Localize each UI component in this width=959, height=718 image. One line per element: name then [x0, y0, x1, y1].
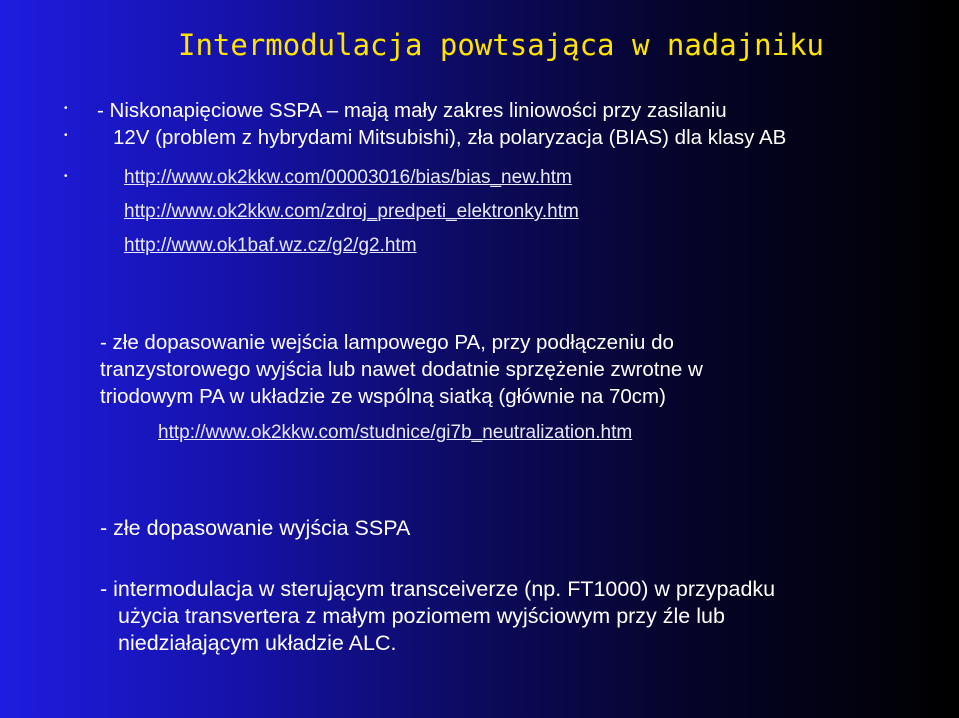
bullet-marker: •	[64, 103, 68, 114]
link-zdroj-predpeti[interactable]: http://www.ok2kkw.com/zdroj_predpeti_elektronky.htm	[124, 201, 579, 222]
text-line-sspa-bias: 12V (problem z hybrydami Mitsubishi), zła polaryzacja (BIAS) dla klasy AB	[113, 126, 787, 149]
link-gi7b-neutralization[interactable]: http://www.ok2kkw.com/studnice/gi7b_neutralization.htm	[158, 422, 633, 443]
text-line-sspa-output: - złe dopasowanie wyjścia SSPA	[100, 516, 411, 540]
bullet-marker: •	[64, 171, 68, 182]
bullet-marker: •	[64, 130, 68, 141]
link-bias-new[interactable]: http://www.ok2kkw.com/00003016/bias/bias_new.htm	[124, 167, 572, 188]
text-line-tube-pa-2: tranzystorowego wyjścia lub nawet dodatnie sprzężenie zwrotne w	[100, 358, 703, 381]
link-ok1baf-g2[interactable]: http://www.ok1baf.wz.cz/g2/g2.htm	[124, 235, 417, 256]
slide-title: Intermodulacja powtsająca w nadajniku	[178, 28, 825, 62]
text-line-sspa-intro: - Niskonapięciowe SSPA – mają mały zakres liniowości przy zasilaniu	[97, 99, 727, 122]
text-line-imd-transceiver-3: niedziałającym układzie ALC.	[118, 631, 397, 655]
text-line-imd-transceiver-1: - intermodulacja w sterującym transceiverze (np. FT1000) w przypadku	[100, 577, 776, 601]
text-line-tube-pa-3: triodowym PA w układzie ze wspólną siatką (głównie na 70cm)	[100, 385, 666, 408]
text-line-imd-transceiver-2: użycia transvertera z małym poziomem wyjściowym przy źle lub	[118, 604, 725, 628]
text-line-tube-pa-1: - złe dopasowanie wejścia lampowego PA, przy podłączeniu do	[100, 331, 674, 354]
